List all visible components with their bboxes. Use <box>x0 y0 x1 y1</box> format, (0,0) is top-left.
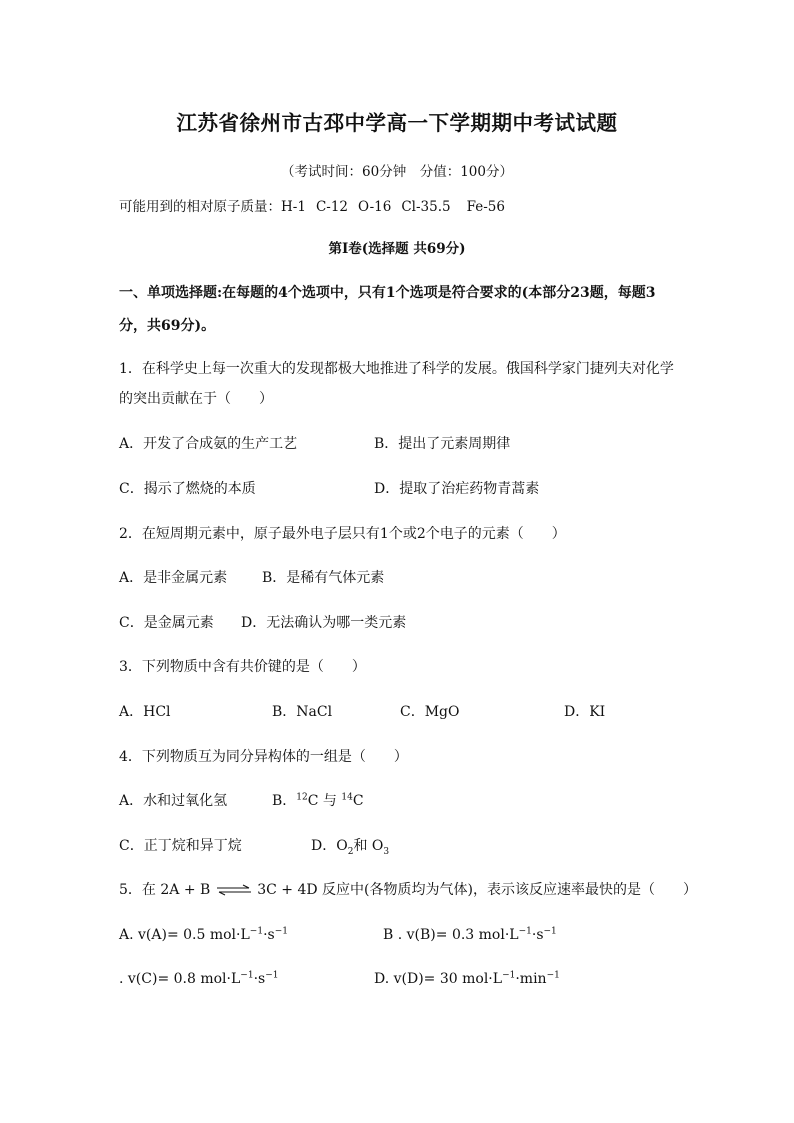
option-a-exp-1: −1 <box>249 926 264 937</box>
option-c-text: . v(C)= 0.8 mol·L <box>119 971 241 987</box>
oxygen-molecule: O <box>336 838 348 854</box>
oxygen-subscript-2: 2 <box>347 846 354 857</box>
question-1-stem-line-2: 的突出贡献在于（ ） <box>119 391 273 407</box>
question-5-stem-suffix: 3C + 4D 反应中(各物质均为气体)，表示该反应速率最快的是（ ） <box>257 882 697 898</box>
atomic-mass-line <box>119 198 505 216</box>
question-4-option-b <box>272 792 364 810</box>
element-carbon-2: C <box>352 793 364 809</box>
question-3-option-d: D．KI <box>564 704 606 720</box>
ozone-subscript-3: 3 <box>383 846 390 857</box>
option-b-exp-1: −1 <box>518 926 532 937</box>
question-2-option-c: C．是金属元素 <box>119 615 214 631</box>
option-d-connector: 和 <box>353 838 372 854</box>
page-title: 江苏省徐州市古邳中学高一下学期期中考试试题 <box>176 111 618 135</box>
question-1-stem-line-1: 1．在科学史上每一次重大的发现都极大地推进了科学的发展。俄国科学家门捷列夫对化学 <box>119 361 674 377</box>
option-b-connector: 与 <box>318 793 342 809</box>
atomic-mass-h: H-1 <box>281 199 306 215</box>
instructions-line-2: 分，共69分)。 <box>119 318 216 334</box>
question-1-option-b: B．提出了元素周期律 <box>374 436 511 452</box>
question-3-option-c: C．MgO <box>400 704 460 720</box>
atomic-mass-label: 可能用到的相对原子质量： <box>119 199 281 215</box>
question-2-stem: 2．在短周期元素中，原子最外电子层只有1个或2个电子的元素（ ） <box>119 526 566 542</box>
question-3-option-b: B．NaCl <box>272 704 333 720</box>
mass-number-14: 14 <box>341 792 353 803</box>
question-2-option-a: A．是非金属元素 <box>119 570 228 586</box>
option-a-exp-2: −1 <box>274 926 288 937</box>
question-5-stem-prefix: 5．在 2A + B <box>119 882 211 898</box>
atomic-mass-c: C-12 <box>315 199 349 215</box>
question-5-option-a <box>119 926 288 944</box>
option-b-text: B . v(B)= 0.3 mol·L <box>383 927 519 943</box>
question-2-option-b: B．是稀有气体元素 <box>262 570 385 586</box>
option-c-exp-2: −1 <box>265 970 279 981</box>
question-5-option-b <box>383 926 557 944</box>
question-4-option-c: C．正丁烷和异丁烷 <box>119 838 242 854</box>
equilibrium-arrow-icon <box>215 884 253 896</box>
option-a-unit: ·s <box>263 927 275 943</box>
option-a-text: A. v(A)= 0.5 mol·L <box>119 927 250 943</box>
question-4-option-a: A．水和过氧化氢 <box>119 793 228 809</box>
question-2-option-d: D．无法确认为哪一类元素 <box>241 615 407 631</box>
question-3-option-a: A．HCl <box>119 704 171 720</box>
instructions-line-1: 一、单项选择题:在每题的4个选项中，只有1个选项是符合要求的(本部分23题，每题3 <box>119 285 656 301</box>
option-d-text: D. v(D)= 30 mol·L <box>374 971 503 987</box>
atomic-mass-fe: Fe-56 <box>466 199 505 215</box>
question-5-stem <box>119 881 697 899</box>
option-b-unit: ·s <box>531 927 544 943</box>
question-5-option-d <box>374 970 560 988</box>
section-title: 第Ⅰ卷(选择题 共69分) <box>328 241 466 257</box>
option-c-exp-1: −1 <box>240 970 254 981</box>
mass-number-12: 12 <box>296 792 308 803</box>
question-5-option-c <box>119 970 278 988</box>
option-b-prefix: B． <box>272 793 297 809</box>
question-1-option-c: C．揭示了燃烧的本质 <box>119 481 256 497</box>
question-4-option-d <box>311 837 389 855</box>
question-1-option-a: A．开发了合成氨的生产工艺 <box>119 436 298 452</box>
option-d-exp-2: −1 <box>546 970 560 981</box>
option-b-exp-2: −1 <box>543 926 557 937</box>
option-c-unit: ·s <box>253 971 266 987</box>
question-4-stem: 4．下列物质互为同分异构体的一组是（ ） <box>119 749 408 765</box>
atomic-mass-o: O-16 <box>358 199 392 215</box>
atomic-mass-cl: Cl-35.5 <box>401 199 451 215</box>
question-3-stem: 3．下列物质中含有共价键的是（ ） <box>119 659 366 675</box>
option-d-exp-1: −1 <box>502 970 516 981</box>
option-d-unit: ·min <box>515 971 547 987</box>
option-d-prefix: D． <box>311 838 337 854</box>
exam-info: （考试时间：60分钟 分值：100分） <box>281 164 513 180</box>
ozone-molecule: O <box>371 838 384 854</box>
element-carbon: C <box>307 793 319 809</box>
question-1-option-d: D．提取了治疟药物青蒿素 <box>374 481 540 497</box>
